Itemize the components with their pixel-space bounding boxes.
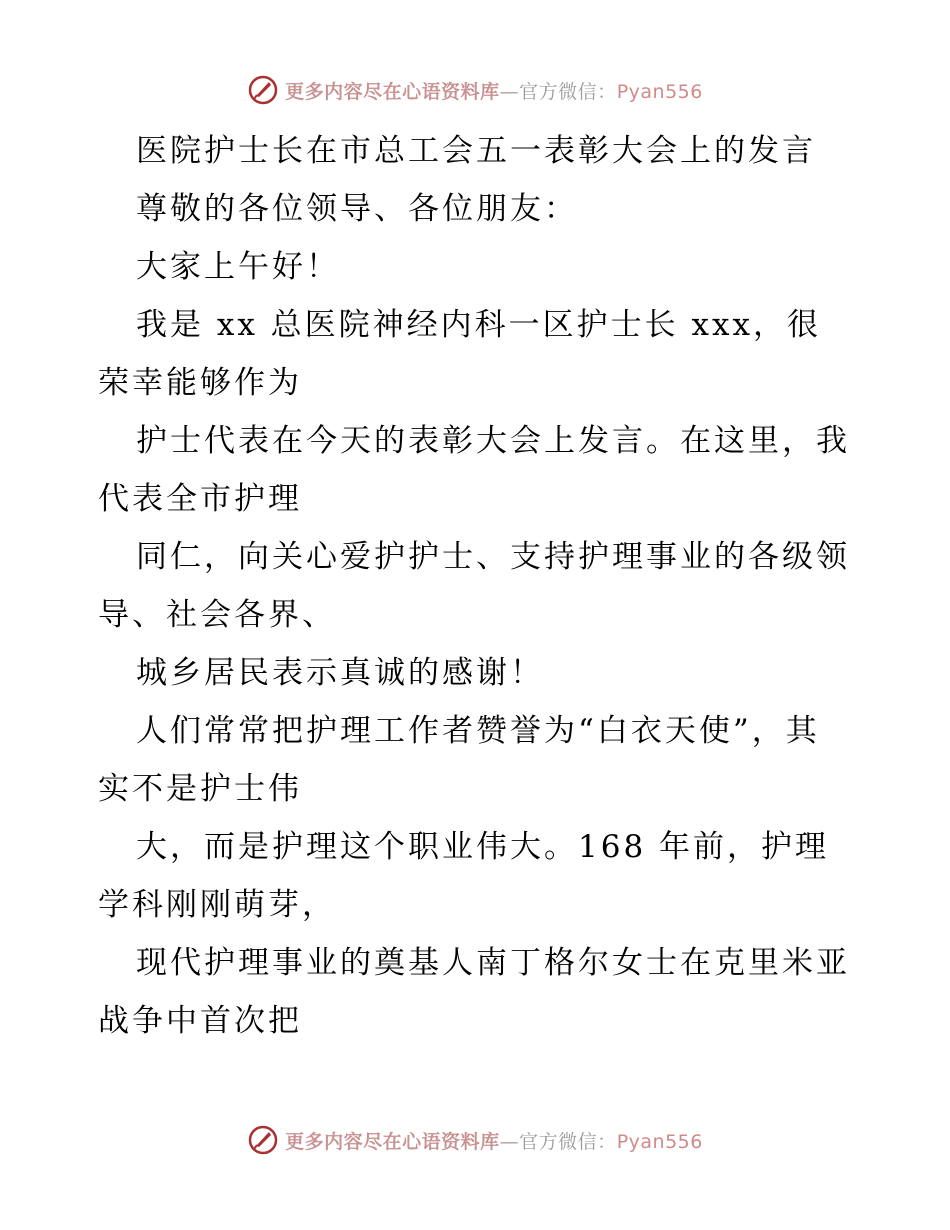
body-paragraph: 我是 xx 总医院神经内科一区护士长 xxx，很荣幸能够作为 xyxy=(98,307,821,401)
salutation: 尊敬的各位领导、各位朋友： xyxy=(136,191,578,227)
feather-pen-logo-icon xyxy=(247,1124,279,1156)
document-body xyxy=(98,122,850,1050)
body-paragraph: 城乡居民表示真诚的感谢！ xyxy=(136,655,544,691)
body-paragraph: 现代护理事业的奠基人南丁格尔女士在克里米亚战争中首次把 xyxy=(98,945,850,1039)
watermark-text: 更多内容尽在心语资料库—官方微信：Pyan556 xyxy=(285,80,703,103)
watermark-text: 更多内容尽在心语资料库—官方微信：Pyan556 xyxy=(285,1130,703,1153)
body-paragraph: 大，而是护理这个职业伟大。168 年前，护理学科刚刚萌芽， xyxy=(98,829,830,923)
feather-pen-logo-icon xyxy=(247,74,279,106)
document-title: 医院护士长在市总工会五一表彰大会上的发言 xyxy=(136,133,816,169)
greeting: 大家上午好！ xyxy=(136,249,340,285)
body-paragraph: 人们常常把护理工作者赞誉为“白衣天使”，其实不是护士伟 xyxy=(98,713,820,807)
body-paragraph: 护士代表在今天的表彰大会上发言。在这里，我代表全市护理 xyxy=(98,423,850,517)
watermark-header xyxy=(0,70,950,110)
watermark-footer xyxy=(0,1120,950,1160)
body-paragraph: 同仁，向关心爱护护士、支持护理事业的各级领导、社会各界、 xyxy=(98,539,850,633)
